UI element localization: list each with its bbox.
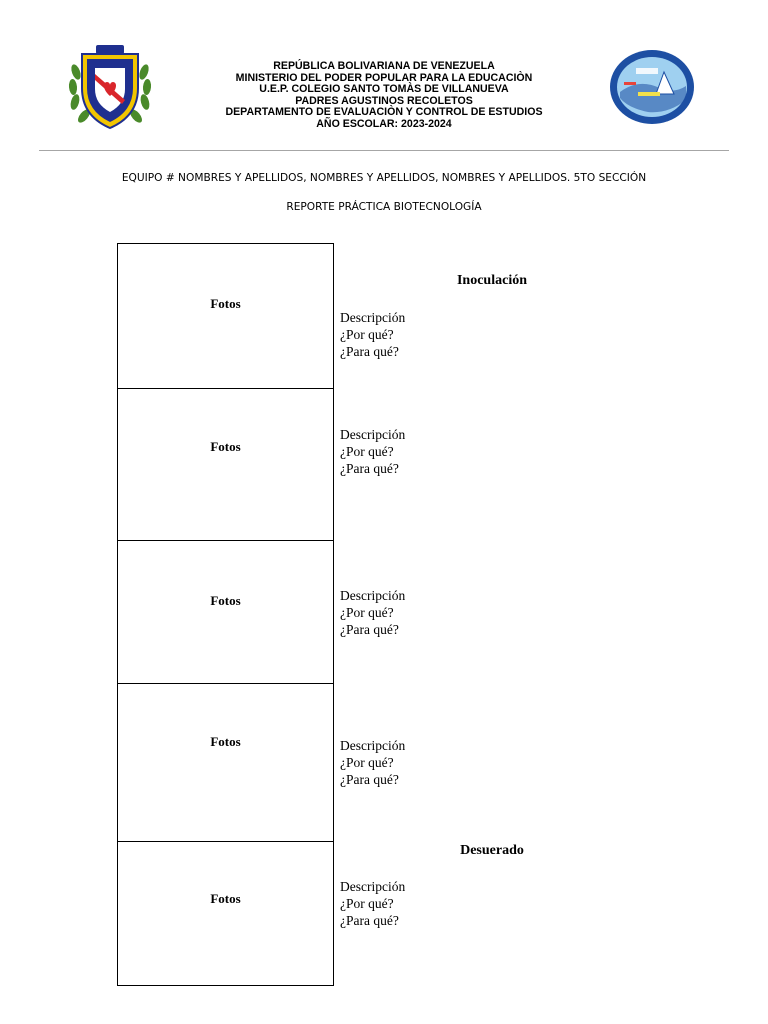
photo-label: Fotos bbox=[210, 296, 241, 311]
why-label: ¿Por qué? bbox=[340, 605, 394, 620]
letterhead-line: REPÚBLICA BOLIVARIANA DE VENEZUELA bbox=[273, 60, 495, 72]
why-label: ¿Por qué? bbox=[340, 896, 394, 911]
photo-box bbox=[117, 243, 334, 389]
header-divider bbox=[39, 150, 729, 151]
what-for-label: ¿Para qué? bbox=[340, 344, 399, 359]
section-heading: Desuerado bbox=[460, 843, 524, 858]
photo-label: Fotos bbox=[210, 891, 241, 906]
report-title: REPORTE PRÁCTICA BIOTECNOLOGÍA bbox=[286, 201, 482, 213]
what-for-label: ¿Para qué? bbox=[340, 461, 399, 476]
photo-box bbox=[117, 540, 334, 684]
what-for-label: ¿Para qué? bbox=[340, 772, 399, 787]
section-heading: Inoculación bbox=[456, 273, 527, 288]
description-label: Descripción bbox=[340, 879, 406, 894]
what-for-label: ¿Para qué? bbox=[340, 622, 399, 637]
description-label: Descripción bbox=[340, 738, 406, 753]
description-block bbox=[340, 737, 405, 788]
why-label: ¿Por qué? bbox=[340, 755, 394, 770]
photo-box bbox=[117, 683, 334, 842]
letterhead-line: DEPARTAMENTO DE EVALUACIÒN Y CONTROL DE ESTUDIOS bbox=[225, 106, 543, 118]
why-label: ¿Por qué? bbox=[340, 327, 394, 342]
description-label: Descripción bbox=[340, 427, 406, 442]
description-block bbox=[340, 426, 405, 477]
photo-box bbox=[117, 841, 334, 986]
photo-box bbox=[117, 388, 334, 541]
letterhead-line: AÑO ESCOLAR: 2023-2024 bbox=[316, 117, 452, 130]
department-seal-icon bbox=[608, 48, 696, 126]
letterhead-line: PADRES AGUSTINOS RECOLETOS bbox=[295, 94, 473, 107]
description-block bbox=[340, 309, 405, 360]
description-label: Descripción bbox=[340, 310, 406, 325]
letterhead-line: U.E.P. COLEGIO SANTO TOMÀS DE VILLANUEVA bbox=[259, 83, 509, 95]
school-crest-icon bbox=[66, 42, 154, 134]
description-label: Descripción bbox=[340, 588, 406, 603]
letterhead-line: MINISTERIO DEL PODER POPULAR PARA LA EDUCACIÒN bbox=[235, 71, 533, 84]
team-line: EQUIPO # NOMBRES Y APELLIDOS, NOMBRES Y APELLIDOS, NOMBRES Y APELLIDOS. 5TO SECCIÓN bbox=[121, 172, 647, 184]
why-label: ¿Por qué? bbox=[340, 444, 394, 459]
photo-label: Fotos bbox=[210, 593, 241, 608]
photo-label: Fotos bbox=[210, 439, 241, 454]
what-for-label: ¿Para qué? bbox=[340, 913, 399, 928]
letterhead bbox=[190, 61, 578, 130]
description-block bbox=[340, 587, 405, 638]
photo-label: Fotos bbox=[210, 734, 241, 749]
description-block bbox=[340, 878, 405, 929]
